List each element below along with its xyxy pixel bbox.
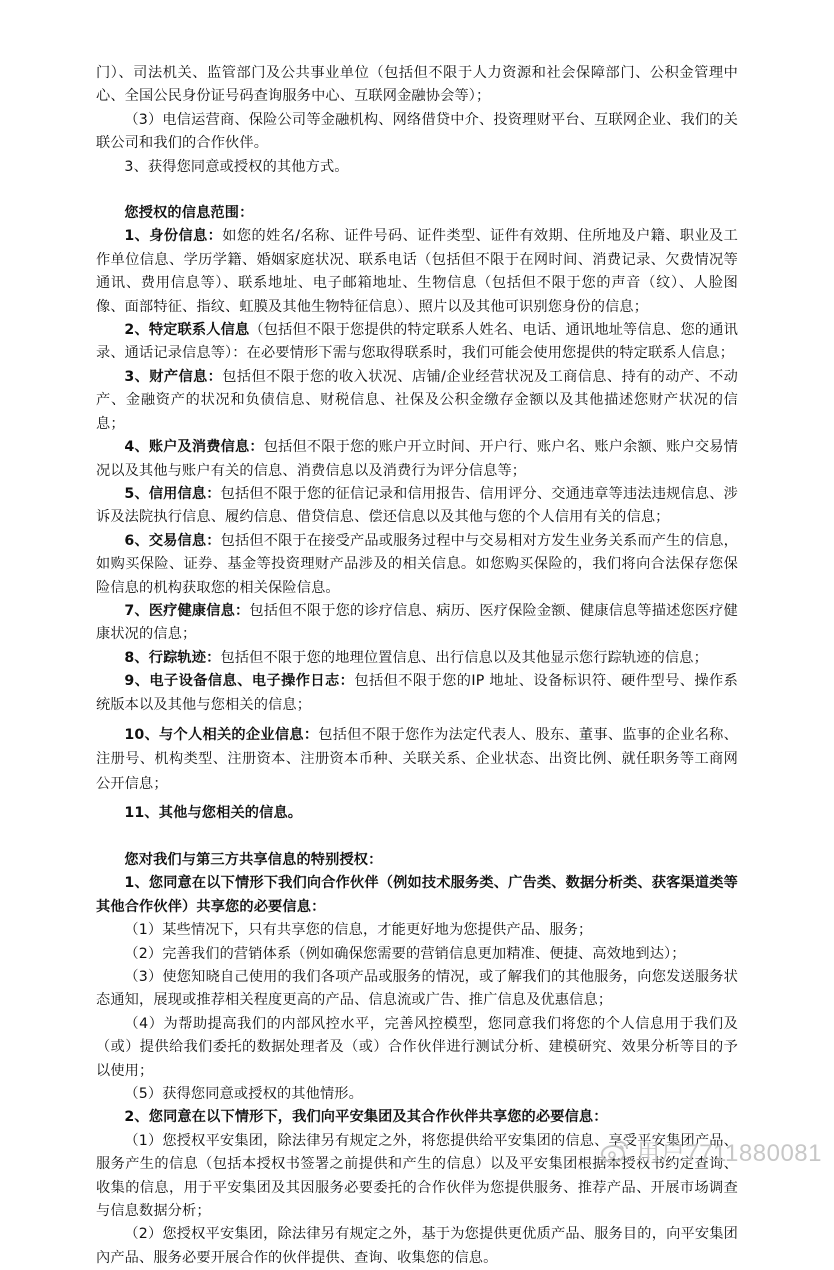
subsection-heading: 1、您同意在以下情形下我们向合作伙伴（例如技术服务类、广告类、数据分析类、获客渠道类等其他合作伙伴）共享您的必要信息： <box>96 875 738 915</box>
section-heading: 您对我们与第三方共享信息的特别授权： <box>124 851 383 868</box>
item-label: 7、医疗健康信息： <box>124 602 250 619</box>
item-text: 包括但不限于在接受产品或服务过程中与交易相对方发生业务关系而产生的信息，如购买保险、证券、基金等投资理财产品涉及的相关信息。如您购买保险的，我们将向合法保存您保险信息的机构获取您的相关保险信息。 <box>96 532 738 596</box>
item-label: 2、特定联系人信息 <box>124 322 250 339</box>
item-label: 11、其他与您相关的信息。 <box>124 805 303 822</box>
weibo-watermark <box>600 1133 822 1168</box>
scope-item <box>96 483 738 530</box>
item-text: 包括但不限于您的IP 地址、设备标识符、硬件型号、操作系统版本以及其他与您相关的信息； <box>96 673 738 713</box>
item-text: 包括但不限于您的账户开立时间、开户行、账户名、账户余额、账户交易情况以及其他与账户有关的信息、消费信息以及消费行为评分信息等； <box>96 439 739 479</box>
item-text: （包括但不限于您提供的特定联系人姓名、电话、通讯地址等信息、您的通讯录、通话记录信息等）：在必要情形下需与您取得联系时，我们可能会使用您提供的特定联系人信息； <box>96 322 738 362</box>
paragraph: 门）、司法机关、监管部门及公共事业单位（包括但不限于人力资源和社会保障部门、公积金管理中心、全国公民身份证号码查询服务中心、互联网金融协会等）； <box>96 65 738 105</box>
subsection-heading: 2、您同意在以下情形下，我们向平安集团及其合作伙伴共享您的必要信息： <box>124 1109 608 1126</box>
item-label: 6、交易信息： <box>124 532 221 549</box>
item-label: 9、电子设备信息、电子操作日志： <box>124 673 355 690</box>
sharing-item: （2）您授权平安集团，除法律另有规定之外，基于为您提供更优质产品、服务目的，向平安集团內产品、服务必要开展合作的伙伴提供、查询、收集您的信息。 <box>96 1226 738 1266</box>
scope-item <box>96 366 738 436</box>
sharing-item: （5）获得您同意或授权的其他情形。 <box>124 1085 363 1102</box>
item-label: 4、账户及消费信息： <box>124 439 264 456</box>
scope-item <box>96 670 738 717</box>
item-label: 5、信用信息： <box>124 485 221 502</box>
item-text: 包括但不限于您的地理位置信息、出行信息以及其他显示您行踪轨迹的信息； <box>220 649 708 666</box>
scope-item <box>96 802 738 825</box>
paragraph: 3、获得您同意或授权的其他方式。 <box>124 158 349 175</box>
scope-item <box>96 319 738 366</box>
paragraph: （3）电信运营商、保险公司等金融机构、网络借贷中介、投资理财平台、互联网企业、我们的关联公司和我们的合作伙伴。 <box>96 111 738 152</box>
watermark-text: 用户7711880081 <box>636 1140 822 1167</box>
scope-item <box>96 436 738 483</box>
item-text: 包括但不限于您的征信记录和信用报告、信用评分、交通违章等违法违规信息、涉诉及法院执行信息、履约信息、借贷信息、偿还信息以及其他与您的个人信用有关的信息； <box>96 485 738 526</box>
sharing-item: （4）为帮助提高我们的内部风控水平，完善风控模型，您同意我们将您的个人信息用于我们及（或）提供给我们委托的数据处理者及（或）合作伙伴进行测试分析、建模研究、效果分析等目的予以使用； <box>96 1015 738 1079</box>
sharing-item: （3）使您知晓自己使用的我们各项产品或服务的情况，或了解我们的其他服务，向您发送服务状态通知，展现或推荐相关程度更高的产品、信息流或广告、推广信息及优惠信息； <box>96 968 738 1009</box>
item-text: 包括但不限于您的诊疗信息、病历、医疗保险金额、健康信息等描述您医疗健康状况的信息； <box>96 602 738 643</box>
item-text: 如您的姓名/名称、证件号码、证件类型、证件有效期、住所地及户籍、职业及工作单位信息、学历学籍、婚姻家庭状况、联系电话（包括但不限于在网时间、消费记录、欠费情况等通讯、费用信息等）、联系地址、电子邮箱地址、生物信息（包括但不限于您的声音（纹）、人脸图像、面部特征、指纹、虹膜及其他生物特征信息）、照片以及其他可识别您身份的信息； <box>96 228 738 315</box>
item-text: 包括但不限于您作为法定代表人、股东、董事、监事的企业名称、注册号、机构类型、注册资本、注册资本币种、关联关系、企业状态、出资比例、就任职务等工商网公开信息； <box>96 726 738 792</box>
section-heading: 您授权的信息范围： <box>124 205 254 222</box>
sharing-item: （2）完善我们的营销体系（例如确保您需要的营销信息更加精准、便捷、高效地到达）； <box>124 945 686 962</box>
scope-item <box>96 600 738 647</box>
scope-item <box>96 723 738 797</box>
scope-item <box>96 647 738 670</box>
sharing-item: （1）您授权平安集团，除法律另有规定之外，将您提供给平安集团的信息、享受平安集团产品、服务产生的信息（包括本授权书签署之前提供和产生的信息）以及平安集团根据本授权书约定查询、收集的信息，用于平安集团及其因服务必要委托的合作伙伴为您提供服务、推荐产品、开展市场调查与信息数据分析； <box>96 1132 738 1219</box>
item-label: 10、与个人相关的企业信息： <box>124 726 319 743</box>
weibo-icon <box>600 1138 630 1164</box>
item-label: 1、身份信息： <box>124 228 223 245</box>
scope-item <box>96 225 738 319</box>
sharing-item: （1）某些情况下，只有共享您的信息，才能更好地为您提供产品、服务； <box>124 922 593 939</box>
item-text: 包括但不限于您的收入状况、店铺/企业经营状况及工商信息、持有的动产、不动产、金融资产的状况和负债信息、财税信息、社保及公积金缴存金额以及其他描述您财产状况的信息； <box>96 368 738 432</box>
item-label: 8、行踪轨迹： <box>124 649 221 666</box>
item-label: 3、财产信息： <box>124 368 223 385</box>
scope-item <box>96 530 738 600</box>
